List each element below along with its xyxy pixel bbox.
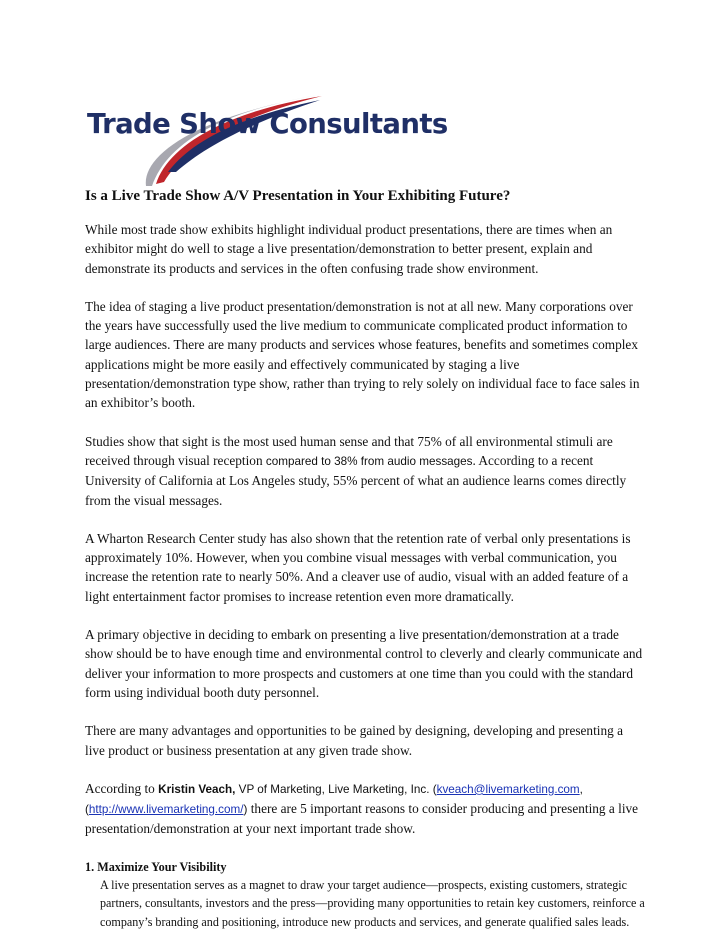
- email-link[interactable]: kveach@livemarketing.com: [436, 782, 580, 796]
- paragraph-3: [85, 432, 645, 510]
- open-paren: (: [85, 803, 89, 817]
- item-1-body: A live presentation serves as a magnet to draw your target audience—prospects, existing customers, strategic partners, consultants, investors and the press—providing many opportunities to retain key customers, reinforce a company’s branding and positioning, introduce new products and services, and generate qualified sales leads.: [100, 877, 645, 929]
- close-paren: ): [243, 803, 248, 817]
- paragraph-7: [85, 779, 645, 839]
- paragraph-6: There are many advantages and opportunities to be gained by designing, developing and presenting a live product or business presentation at any given trade show.: [85, 723, 623, 758]
- logo-wordmark: Trade Show Consultants: [87, 108, 448, 140]
- company-logo: [84, 86, 448, 188]
- paragraph-3-text-c: . According to a recent University of California at Los Angeles study, 55% percent of what an audience learns comes directly from the visual messages.: [85, 452, 627, 508]
- paragraph-2: The idea of staging a live product presentation/demonstration is not at all new. Many corporations over the years have successfully used the live medium to communicate complicated product information to large audiences. There are many products and services whose features, benefits and sometimes complex applications might be more easily and effectively communicated by staging a live presentation/demonstration type show, rather than trying to rely solely on individual face to face sales in an exhibitor’s booth.: [85, 298, 640, 411]
- article-body: [85, 186, 645, 931]
- article-title: Is a Live Trade Show A/V Presentation in Your Exhibiting Future?: [85, 188, 511, 204]
- author-role: VP of Marketing, Live Marketing, Inc. (: [235, 782, 437, 796]
- paragraph-7-rest: there are 5 important reasons to consider producing and presenting a live presentation/demonstration at your next important trade show.: [85, 801, 639, 837]
- paragraph-4: A Wharton Research Center study has also shown that the retention rate of verbal only presentations is approximately 10%. However, when you combine visual messages with verbal communication, you increase the retention rate to nearly 50%. And a cleaver use of audio, visual with an added feature of a light entertainment factor promises to increase retention even more dramatically.: [85, 530, 631, 604]
- item-1-title: 1. Maximize Your Visibility: [85, 859, 227, 874]
- paragraph-5: A primary objective in deciding to embark on presenting a live presentation/demonstration at a trade show should be to have enough time and environmental control to cleverly and clearly communicate and deliver your information to more prospects and customers at one time than you could with the standard form using individual booth duty personnel.: [85, 627, 643, 700]
- according-to-text: According to: [85, 780, 159, 796]
- website-link[interactable]: http://www.livemarketing.com/: [88, 803, 244, 817]
- paragraph-1: While most trade show exhibits highlight individual product presentations, there are times when an exhibitor might do well to stage a live presentation/demonstration to better present, explain and demonstrate its products and services in the often confusing trade show environment.: [85, 222, 613, 276]
- comma: ,: [579, 782, 583, 796]
- paragraph-3-text-sans: compared to 38% from audio messages: [265, 454, 473, 468]
- author-name: Kristin Veach,: [158, 782, 236, 796]
- paragraph-3-text-a: Studies show that sight is the most used human sense and that 75% of all environmental stimuli are received through visual reception: [85, 433, 613, 468]
